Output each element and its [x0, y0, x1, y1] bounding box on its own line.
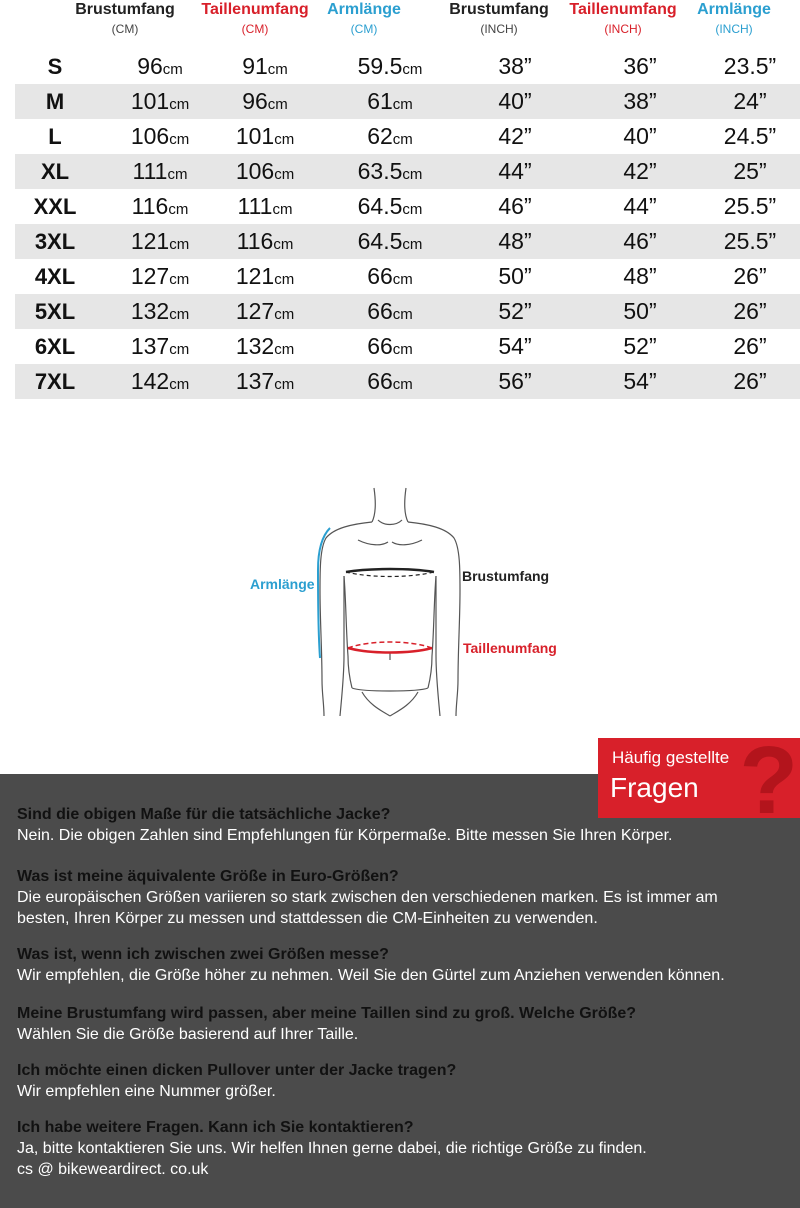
faq-question: Meine Brustumfang wird passen, aber meine Taillen sind zu groß. Welche Größe?: [17, 1005, 637, 1022]
faq-answer: cs @ bikeweardirect. co.uk: [17, 1161, 209, 1178]
table-row: [15, 84, 800, 119]
size-label: 7XL: [34, 369, 76, 394]
size-value-waist-in: 54”: [623, 368, 657, 394]
faq-item: [17, 1117, 797, 1180]
size-value-chest-cm: 101cm: [130, 88, 190, 114]
size-value-waist-cm: 91cm: [242, 53, 288, 79]
faq-question: Was ist meine äquivalente Größe in Euro-Größen?: [17, 868, 399, 885]
size-value-chest-cm: 137cm: [130, 333, 190, 359]
size-label: L: [48, 124, 62, 149]
size-label: S: [47, 54, 63, 79]
faq-question: Was ist, wenn ich zwischen zwei Größen messe?: [17, 946, 389, 963]
header-arm-inch: Armlänge (INCH): [697, 1, 771, 36]
chest-measure-line-icon: [346, 569, 434, 572]
size-value-waist-in: 50”: [623, 298, 657, 324]
size-label: XXL: [33, 194, 77, 219]
size-value-chest-cm: 142cm: [130, 368, 190, 394]
table-row: [15, 49, 800, 84]
table-row: [15, 154, 800, 189]
waist-label: Taillenumfang: [463, 640, 557, 656]
size-value-waist-cm: 111cm: [237, 193, 293, 219]
size-value-waist-in: 52”: [623, 333, 657, 359]
size-value-arm-cm: 66cm: [367, 333, 413, 359]
size-value-arm-cm: 64.5cm: [357, 193, 423, 219]
size-value-arm-in: 26”: [733, 368, 767, 394]
size-value-arm-cm: 63.5cm: [357, 158, 423, 184]
size-value-arm-in: 25.5”: [723, 228, 777, 254]
size-value-arm-in: 26”: [733, 263, 767, 289]
size-value-chest-in: 54”: [498, 333, 532, 359]
size-value-chest-in: 48”: [498, 228, 532, 254]
size-label: M: [45, 89, 65, 114]
header-chest-cm: Brustumfang (CM): [75, 1, 175, 36]
size-value-arm-cm: 66cm: [367, 368, 413, 394]
size-label: 4XL: [34, 264, 76, 289]
size-label: XL: [40, 159, 70, 184]
size-value-waist-cm: 101cm: [235, 123, 295, 149]
size-label: 5XL: [34, 299, 76, 324]
size-value-waist-cm: 127cm: [235, 298, 295, 324]
faq-answer: Wir empfehlen eine Nummer größer.: [17, 1083, 276, 1100]
faq-answer: Wir empfehlen, die Größe höher zu nehmen. Weil Sie den Gürtel zum Anziehen verwenden können.: [17, 967, 725, 984]
header-arm-cm: Armlänge (CM): [327, 1, 401, 36]
header-chest-inch: Brustumfang (INCH): [449, 1, 549, 36]
body-measurement-diagram: [300, 480, 480, 720]
faq-item: [17, 944, 797, 986]
size-value-waist-in: 40”: [623, 123, 657, 149]
size-value-arm-cm: 61cm: [367, 88, 413, 114]
size-value-chest-in: 50”: [498, 263, 532, 289]
size-value-waist-in: 48”: [623, 263, 657, 289]
size-value-arm-in: 24.5”: [723, 123, 777, 149]
size-value-arm-in: 25.5”: [723, 193, 777, 219]
table-row: [15, 119, 800, 154]
size-label: 6XL: [34, 334, 76, 359]
size-value-waist-cm: 132cm: [235, 333, 295, 359]
size-value-arm-in: 26”: [733, 298, 767, 324]
size-value-waist-in: 38”: [623, 88, 657, 114]
size-value-arm-cm: 59.5cm: [357, 53, 423, 79]
table-row: [15, 329, 800, 364]
table-row: [15, 364, 800, 399]
header-waist-inch: Taillenumfang (INCH): [569, 1, 677, 36]
size-value-chest-in: 38”: [498, 53, 532, 79]
faq-question: Ich habe weitere Fragen. Kann ich Sie kontaktieren?: [17, 1119, 414, 1136]
size-value-waist-cm: 121cm: [235, 263, 295, 289]
size-value-arm-in: 25”: [733, 158, 767, 184]
size-value-chest-in: 40”: [498, 88, 532, 114]
faq-badge: ? Häufig gestellte Fragen: [598, 738, 800, 818]
faq-answer: Die europäischen Größen variieren so stark zwischen den verschiedenen marken. Es ist immer am: [17, 889, 718, 906]
size-label: 3XL: [34, 229, 76, 254]
size-value-chest-cm: 132cm: [130, 298, 190, 324]
question-mark-icon: ?: [739, 738, 798, 818]
table-row: [15, 189, 800, 224]
size-value-waist-cm: 96cm: [242, 88, 288, 114]
size-value-chest-cm: 106cm: [130, 123, 190, 149]
size-value-arm-in: 23.5”: [723, 53, 777, 79]
faq-answer: Ja, bitte kontaktieren Sie uns. Wir helfen Ihnen gerne dabei, die richtige Größe zu finden.: [17, 1140, 647, 1157]
size-value-waist-in: 46”: [623, 228, 657, 254]
size-value-chest-cm: 121cm: [130, 228, 190, 254]
size-value-arm-in: 24”: [733, 88, 767, 114]
arm-length-label: Armlänge: [250, 576, 315, 592]
size-value-chest-in: 42”: [498, 123, 532, 149]
size-value-waist-in: 42”: [623, 158, 657, 184]
size-value-arm-cm: 64.5cm: [357, 228, 423, 254]
header-waist-cm: Taillenumfang (CM): [201, 1, 309, 36]
faq-item: [17, 1003, 797, 1045]
size-value-arm-in: 26”: [733, 333, 767, 359]
size-value-arm-cm: 66cm: [367, 263, 413, 289]
faq-question: Sind die obigen Maße für die tatsächliche Jacke?: [17, 806, 391, 823]
size-table: [15, 49, 800, 399]
size-value-chest-cm: 127cm: [130, 263, 190, 289]
size-value-chest-cm: 111cm: [132, 158, 188, 184]
size-value-chest-cm: 116cm: [131, 193, 189, 219]
faq-question: Ich möchte einen dicken Pullover unter der Jacke tragen?: [17, 1062, 457, 1079]
size-value-waist-in: 44”: [623, 193, 657, 219]
size-value-chest-cm: 96cm: [137, 53, 183, 79]
size-value-chest-in: 46”: [498, 193, 532, 219]
size-value-waist-in: 36”: [623, 53, 657, 79]
size-value-waist-cm: 106cm: [235, 158, 295, 184]
body-outline-icon: [320, 488, 460, 716]
faq-item: [17, 1060, 797, 1102]
waist-measure-line-icon: [348, 642, 432, 648]
table-row: [15, 259, 800, 294]
size-value-arm-cm: 62cm: [367, 123, 413, 149]
size-value-waist-cm: 137cm: [235, 368, 295, 394]
size-value-chest-in: 56”: [498, 368, 532, 394]
size-value-chest-in: 52”: [498, 298, 532, 324]
size-value-waist-cm: 116cm: [236, 228, 294, 254]
size-value-arm-cm: 66cm: [367, 298, 413, 324]
faq-answer: Wählen Sie die Größe basierend auf Ihrer Taille.: [17, 1026, 359, 1043]
table-row: [15, 294, 800, 329]
faq-answer: Nein. Die obigen Zahlen sind Empfehlungen für Körpermaße. Bitte messen Sie Ihren Körper.: [17, 827, 673, 844]
size-value-chest-in: 44”: [498, 158, 532, 184]
faq-answer: besten, Ihren Körper zu messen und stattdessen die CM-Einheiten zu verwenden.: [17, 910, 598, 927]
table-row: [15, 224, 800, 259]
faq-item: [17, 804, 797, 846]
chest-label: Brustumfang: [462, 568, 550, 584]
faq-item: [17, 866, 797, 929]
